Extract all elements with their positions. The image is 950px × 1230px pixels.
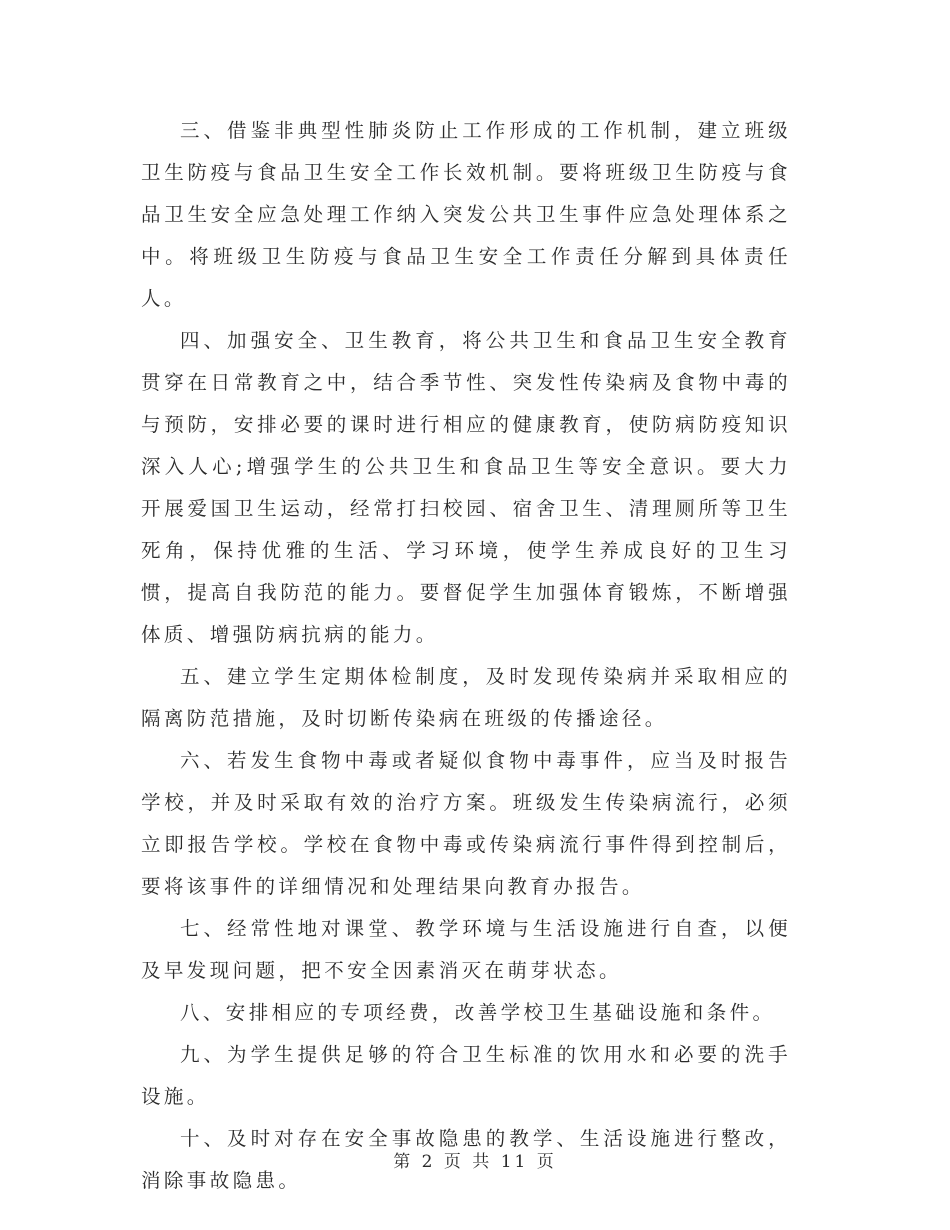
- paragraph-9: 九、为学生提供足够的符合卫生标准的饮用水和必要的洗手设施。: [141, 1043, 791, 1108]
- paragraph-8: 八、安排相应的专项经费，改善学校卫生基础设施和条件。: [180, 1001, 776, 1024]
- paragraph-10: 十、及时对存在安全事故隐患的教学、生活设施进行整改，消除事故隐患。: [141, 1127, 791, 1192]
- paragraph-7: 七、经常性地对课堂、教学环境与生活设施进行自查，以便及早发现问题，把不安全因素消灭在萌芽状态。: [141, 917, 791, 982]
- paragraph-4: 四、加强安全、卫生教育，将公共卫生和食品卫生安全教育贯穿在日常教育之中，结合季节性、突发性传染病及食物中毒的与预防，安排必要的课时进行相应的健康教育，使防病防疫知识深入人心;增强学生的公共卫生和食品卫生等安全意识。要大力开展爱国卫生运动，经常打扫校园、宿舍卫生、清理厕所等卫生死角，保持优雅的生活、学习环境，使学生养成良好的卫生习惯，提高自我防范的能力。要督促学生加强体育锻炼，不断增强体质、增强防病抗病的能力。: [141, 329, 791, 646]
- paragraph-5: 五、建立学生定期体检制度，及时发现传染病并采取相应的隔离防范措施，及时切断传染病在班级的传播途径。: [141, 665, 791, 730]
- paragraph-6: 六、若发生食物中毒或者疑似食物中毒事件，应当及时报告学校，并及时采取有效的治疗方案。班级发生传染病流行，必须立即报告学校。学校在食物中毒或传染病流行事件得到控制后，要将该事件的详细情况和处理结果向教育办报告。: [141, 749, 791, 898]
- document-body: [141, 110, 791, 1202]
- paragraph-3: 三、借鉴非典型性肺炎防止工作形成的工作机制，建立班级卫生防疫与食品卫生安全工作长效机制。要将班级卫生防疫与食品卫生安全应急处理工作纳入突发公共卫生事件应急处理体系之中。将班级卫生防疫与食品卫生安全工作责任分解到具体责任人。: [141, 119, 791, 310]
- page-number-footer: 第 2 页 共 11 页: [393, 1152, 557, 1172]
